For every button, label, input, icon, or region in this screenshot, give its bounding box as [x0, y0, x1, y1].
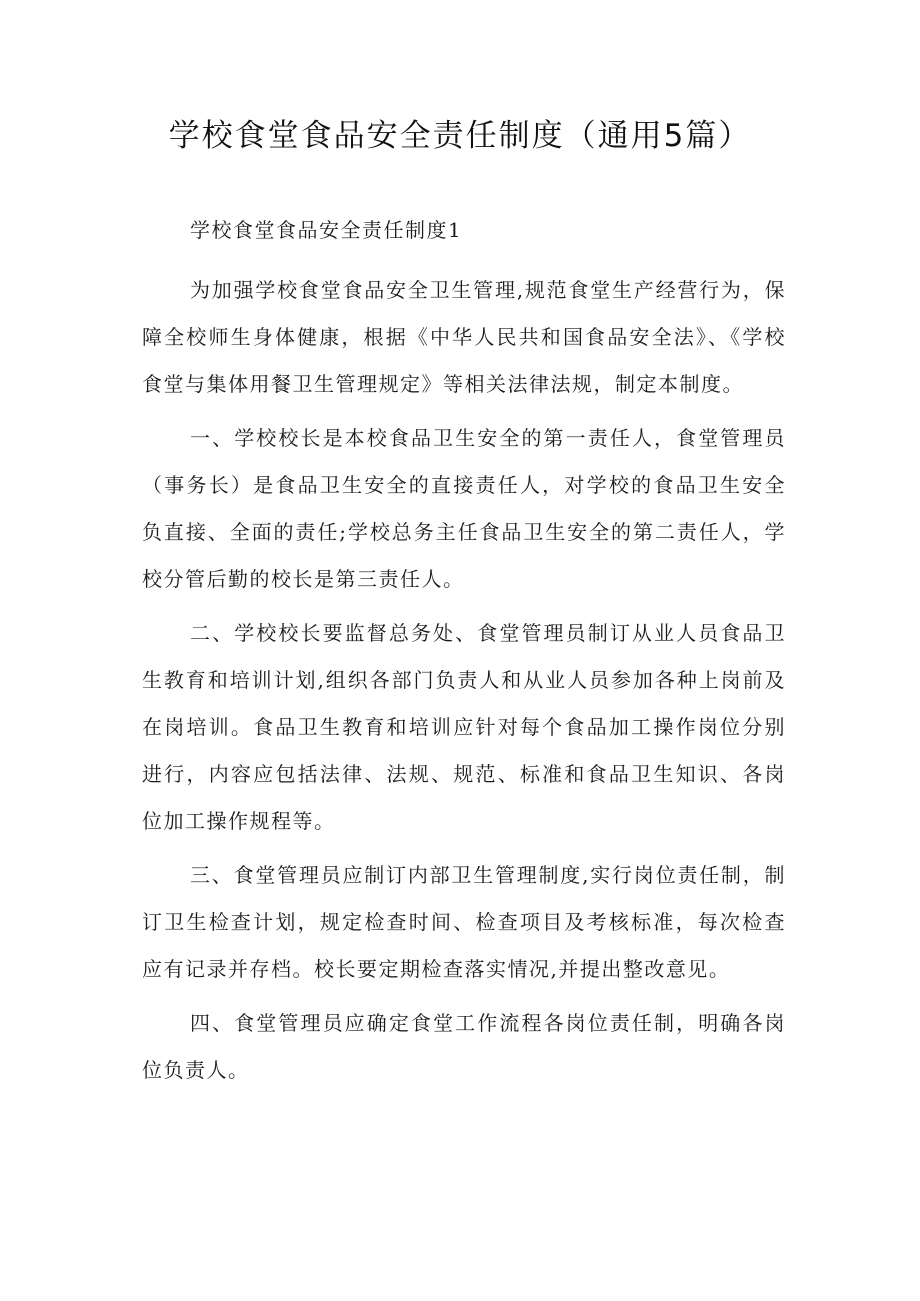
section-heading: 学校食堂食品安全责任制度1	[190, 218, 463, 242]
paragraph-clause-2: 二、学校校长要监督总务处、食堂管理员制订从业人员食品卫生教育和培训计划,组织各部门负责人和从业人员参加各种上岗前及在岗培训。食品卫生教育和培训应针对每个食品加工操作岗位分别进行，内容应包括法律、法规、规范、标准和食品卫生知识、各岗位加工操作规程等。	[142, 621, 786, 833]
paragraph-intro: 为加强学校食堂食品安全卫生管理,规范食堂生产经营行为，保障全校师生身体健康，根据《中华人民共和国食品安全法》、《学校食堂与集体用餐卫生管理规定》等相关法律法规，制定本制度。	[142, 278, 786, 396]
document-body	[142, 207, 786, 1101]
paragraph-clause-1: 一、学校校长是本校食品卫生安全的第一责任人，食堂管理员（事务长）是食品卫生安全的直接责任人，对学校的食品卫生安全负直接、全面的责任;学校总务主任食品卫生安全的第二责任人，学校分管后勤的校长是第三责任人。	[142, 426, 786, 591]
paragraph-clause-4: 四、食堂管理员应确定食堂工作流程各岗位责任制，明确各岗位负责人。	[142, 1011, 786, 1082]
document-title: 学校食堂食品安全责任制度（通用5篇）	[168, 118, 752, 154]
paragraph-clause-3: 三、食堂管理员应制订内部卫生管理制度,实行岗位责任制，制订卫生检查计划，规定检查时间、检查项目及考核标准，每次检查应有记录并存档。校长要定期检查落实情况,并提出整改意见。	[142, 863, 786, 981]
